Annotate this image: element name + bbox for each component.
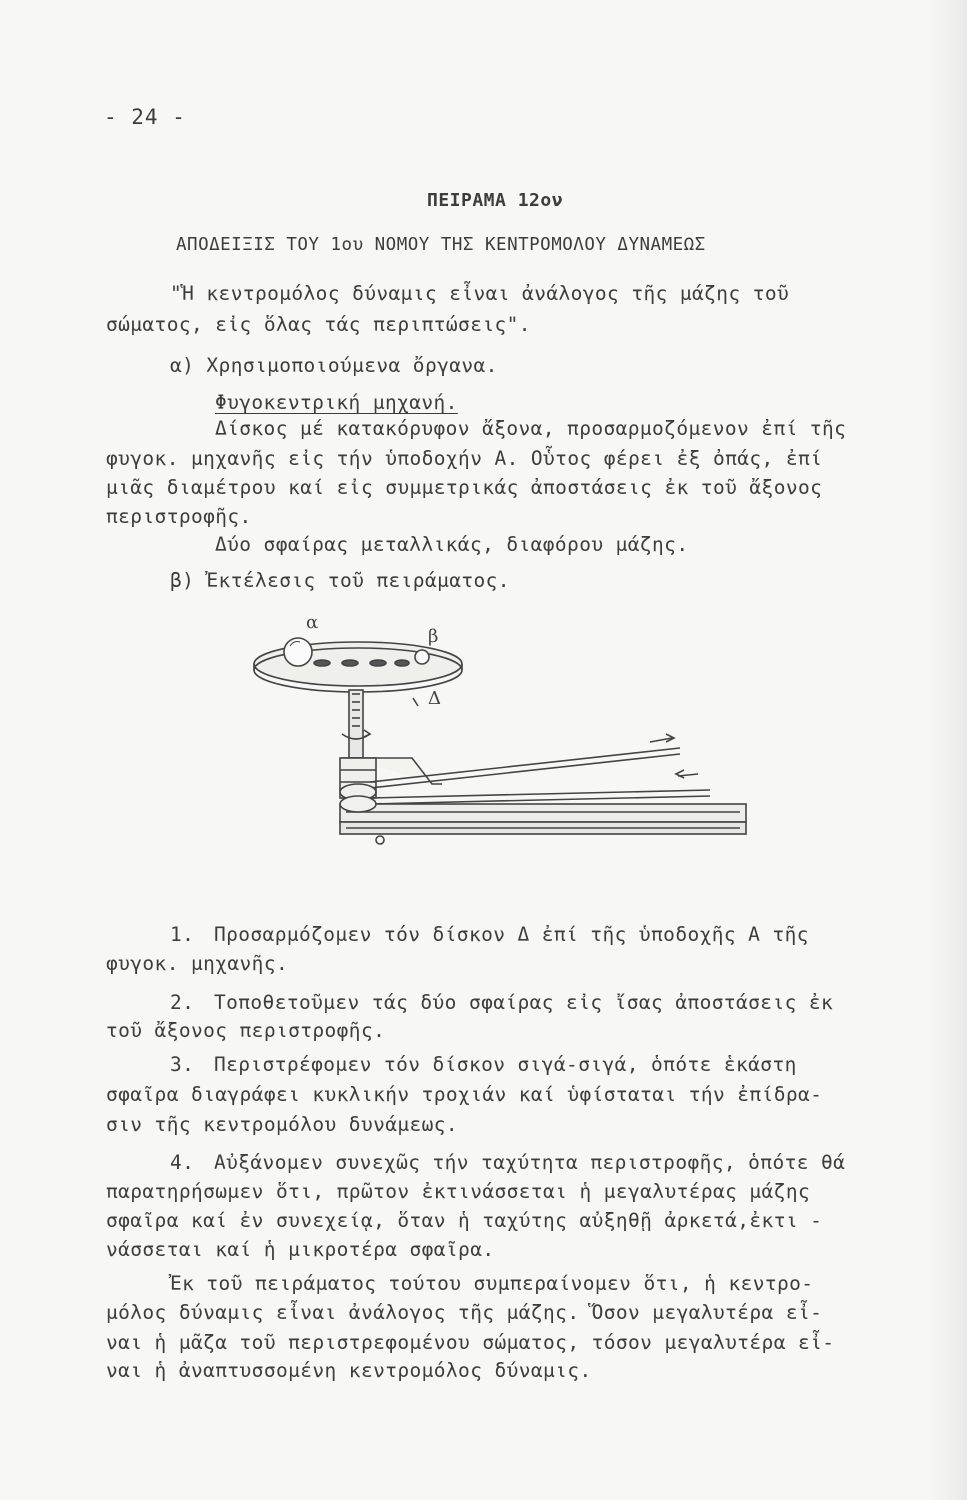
disk-description-line-2: φυγοκ. μηχανῆς εἰς τήν ὑποδοχήν Α. Οὗτος φέρει ἐξ ὀπάς, ἐπί [106,447,823,470]
step-4-line-1: Αὐξάνομεν συνεχῶς τήν ταχύτητα περιστροφῆς, ὁπότε θά [214,1151,846,1174]
experiment-title: ΠΕΙΡΑΜΑ 12ον [427,190,564,211]
step-4-line-2: παρατηρήσωμεν ὅτι, πρῶτον ἐκτινάσσεται ἡ μεγαλυτέρας μάζης [106,1180,811,1203]
step-3-number: 3. [170,1053,195,1076]
step-3-line-1: Περιστρέφομεν τόν δίσκον σιγά-σιγά, ὁπότε ἑκάστη [214,1053,797,1076]
conclusion-line-3: ναι ἡ μᾶζα τοῦ περιστρεφομένου σώματος, τόσον μεγαλυτέρα εἶ- [106,1331,835,1354]
step-4-line-4: νάσσεται καί ἡ μικροτέρα σφαῖρα. [106,1238,495,1261]
step-1-number: 1. [170,923,195,946]
instrument-centrifuge: Φυγοκεντρική μηχανή. [215,391,458,414]
disk-description-line-3: μιᾶς διαμέτρου καί εἰς συμμετρικάς ἀποστάσεις ἐκ τοῦ ἄξονος [106,476,823,499]
step-3-line-2: σφαῖρα διαγράφει κυκλικήν τροχιάν καί ὑφίσταται τήν ἐπίδρα- [106,1083,823,1106]
conclusion-line-4: ναι ἡ ἀναπτυσσομένη κεντρομόλος δύναμις. [106,1359,592,1382]
label-beta: β [428,626,439,647]
centrifuge-diagram [250,608,760,858]
section-a-heading: α) Χρησιμοποιούμενα ὄργανα. [170,354,498,377]
conclusion-line-1: Ἐκ τοῦ πειράματος τούτου συμπεραίνομεν ὅτι, ἡ κεντρο- [170,1272,814,1295]
step-2-line-1: Τοποθετοῦμεν τάς δύο σφαίρας εἰς ἴσας ἀποστάσεις ἐκ [214,991,834,1014]
law-line-1: "Ἡ κεντρομόλος δύναμις εἶναι ἀνάλογος τῆς μάζης τοῦ [170,282,790,305]
step-4-line-3: σφαῖρα καί ἐν συνεχείᾳ, ὅταν ἡ ταχύτης αὐξηθῇ ἀρκετά,ἐκτι - [106,1209,823,1232]
section-b-heading: β) Ἐκτέλεσις τοῦ πειράματος. [170,569,510,592]
disk-description-line-1: Δίσκος μέ κατακόρυφον ἄξονα, προσαρμοζόμενον ἐπί τῆς [215,417,847,440]
step-3-line-3: σιν τῆς κεντρομόλου δυνάμεως. [106,1113,459,1136]
experiment-subtitle: ΑΠΟΔΕΙΞΙΣ ΤΟΥ 1ου ΝΟΜΟΥ ΤΗΣ ΚΕΝΤΡΟΜΟΛΟΥ ΔΥΝΑΜΕΩΣ [176,235,706,255]
page-edge-shadow [927,0,967,1500]
step-1-line-1: Προσαρμόζομεν τόν δίσκον Δ ἐπί τῆς ὑποδοχῆς Α τῆς [214,923,809,946]
conclusion-line-2: μόλος δύναμις εἶναι ἀνάλογος τῆς μάζης. Ὅσον μεγαλυτέρα εἶ- [106,1301,823,1324]
disk-description-line-4: περιστροφῆς. [106,505,252,528]
page-number: - 24 - [104,105,186,129]
centrifuge-figure [250,608,760,862]
spheres-description: Δύο σφαίρας μεταλλικάς, διαφόρου μάζης. [215,533,689,556]
step-2-number: 2. [170,991,195,1014]
step-1-line-2: φυγοκ. μηχανῆς. [106,952,289,975]
step-4-number: 4. [170,1151,195,1174]
law-line-2: σώματος, εἰς ὅλας τάς περιπτώσεις". [106,313,531,336]
step-2-line-2: τοῦ ἄξονος περιστροφῆς. [106,1019,386,1042]
label-delta: Δ [428,688,441,709]
label-alpha: α [306,612,319,633]
